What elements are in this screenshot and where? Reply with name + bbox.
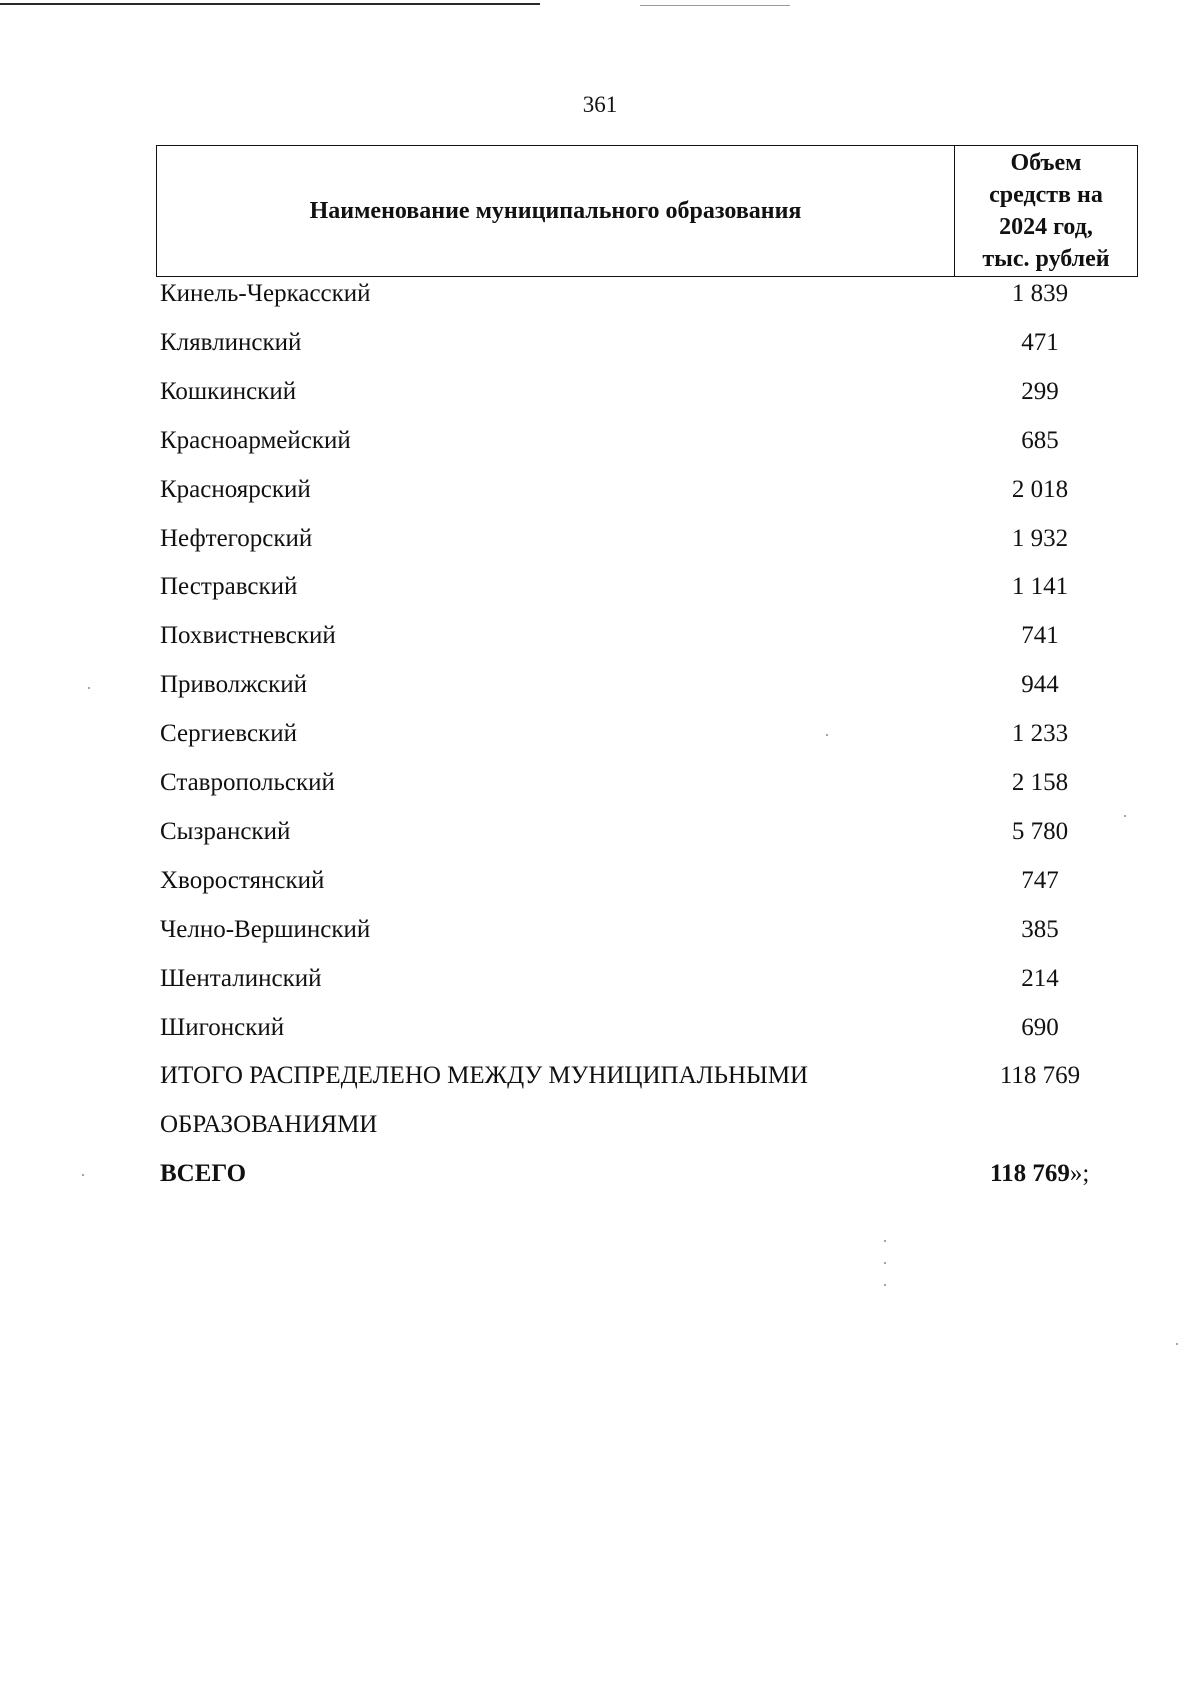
table-row <box>160 670 1160 700</box>
municipality-name: Кинель-Черкасский <box>160 280 371 307</box>
funding-value: 1 932 <box>1011 524 1069 552</box>
funding-value: 747 <box>1021 866 1059 894</box>
scan-edge-line-faint <box>640 5 790 6</box>
municipality-name: Хворостянский <box>160 866 325 894</box>
municipality-name: Клявлинский <box>160 328 302 356</box>
municipality-name: Красноармейский <box>160 426 351 454</box>
table-row <box>160 572 1160 602</box>
funding-value: 741 <box>1021 622 1059 650</box>
page-number: 361 <box>582 92 618 117</box>
funding-value: 685 <box>1021 426 1059 454</box>
total-distributed-row-continuation <box>160 1110 1160 1140</box>
grand-total-value-wrap <box>990 1159 1089 1189</box>
municipality-name: Похвистневский <box>160 622 336 650</box>
funding-value: 5 780 <box>1011 817 1069 845</box>
municipality-name: Пестравский <box>160 573 298 601</box>
scan-speck <box>884 1284 886 1286</box>
funding-value: 471 <box>1021 328 1059 356</box>
municipality-name: Шигонский <box>160 1013 285 1041</box>
table-row <box>160 426 1160 456</box>
grand-total-label: ВСЕГО <box>160 1160 247 1188</box>
table-row <box>160 768 1160 798</box>
grand-total-value: 118 769 <box>990 1160 1070 1188</box>
municipality-name: Ставропольский <box>160 769 335 796</box>
municipality-name: Красноярский <box>160 475 311 503</box>
table-row <box>160 377 1160 407</box>
table-row <box>160 817 1160 847</box>
table-row <box>160 621 1160 651</box>
table-row <box>160 328 1160 358</box>
scan-edge-line <box>0 3 540 5</box>
funding-value: 1 839 <box>1011 280 1069 307</box>
scan-speck <box>82 1174 84 1176</box>
scan-speck <box>826 734 828 736</box>
municipality-name: Нефтегорский <box>160 524 313 552</box>
table-row <box>160 279 1160 309</box>
municipality-name: Челно-Вершинский <box>160 915 371 943</box>
funding-value: 2 018 <box>1011 475 1069 503</box>
table-row <box>160 1013 1160 1043</box>
column-header-volume: Объем средств на 2024 год, тыс. рублей <box>982 150 1110 272</box>
funding-value: 385 <box>1021 915 1059 943</box>
funding-value: 1 141 <box>1011 573 1069 601</box>
scan-speck <box>88 687 90 689</box>
total-distributed-label-line1: ИТОГО РАСПРЕДЕЛЕНО МЕЖДУ МУНИЦИПАЛЬНЫМИ <box>160 1062 809 1090</box>
scan-speck <box>1176 1343 1178 1345</box>
scan-speck <box>884 1240 886 1242</box>
table-row <box>160 915 1160 945</box>
table-row <box>160 964 1160 994</box>
column-header-name: Наименование муниципального образования <box>157 146 955 276</box>
table-row <box>160 475 1160 505</box>
funding-value: 214 <box>1021 964 1059 992</box>
scan-speck <box>884 1262 886 1264</box>
table-header <box>156 145 1138 277</box>
total-distributed-row <box>160 1061 1160 1091</box>
grand-total-suffix: »; <box>1069 1160 1090 1188</box>
municipality-name: Приволжский <box>160 671 308 699</box>
funding-value: 299 <box>1021 377 1059 405</box>
grand-total-row <box>160 1159 1160 1189</box>
table-row <box>160 866 1160 896</box>
funding-value: 2 158 <box>1011 769 1069 796</box>
municipality-name: Шенталинский <box>160 964 322 992</box>
municipality-name: Сергиевский <box>160 720 297 748</box>
funding-value: 1 233 <box>1011 720 1069 748</box>
table-row <box>160 524 1160 554</box>
municipality-name: Кошкинский <box>160 377 297 405</box>
funding-value: 944 <box>1021 671 1059 699</box>
total-distributed-value: 118 769 <box>999 1062 1081 1090</box>
funding-value: 690 <box>1021 1013 1059 1041</box>
total-distributed-label-line2: ОБРАЗОВАНИЯМИ <box>160 1111 378 1139</box>
table-row <box>160 719 1160 749</box>
municipality-name: Сызранский <box>160 817 291 845</box>
scan-speck <box>1124 815 1126 817</box>
